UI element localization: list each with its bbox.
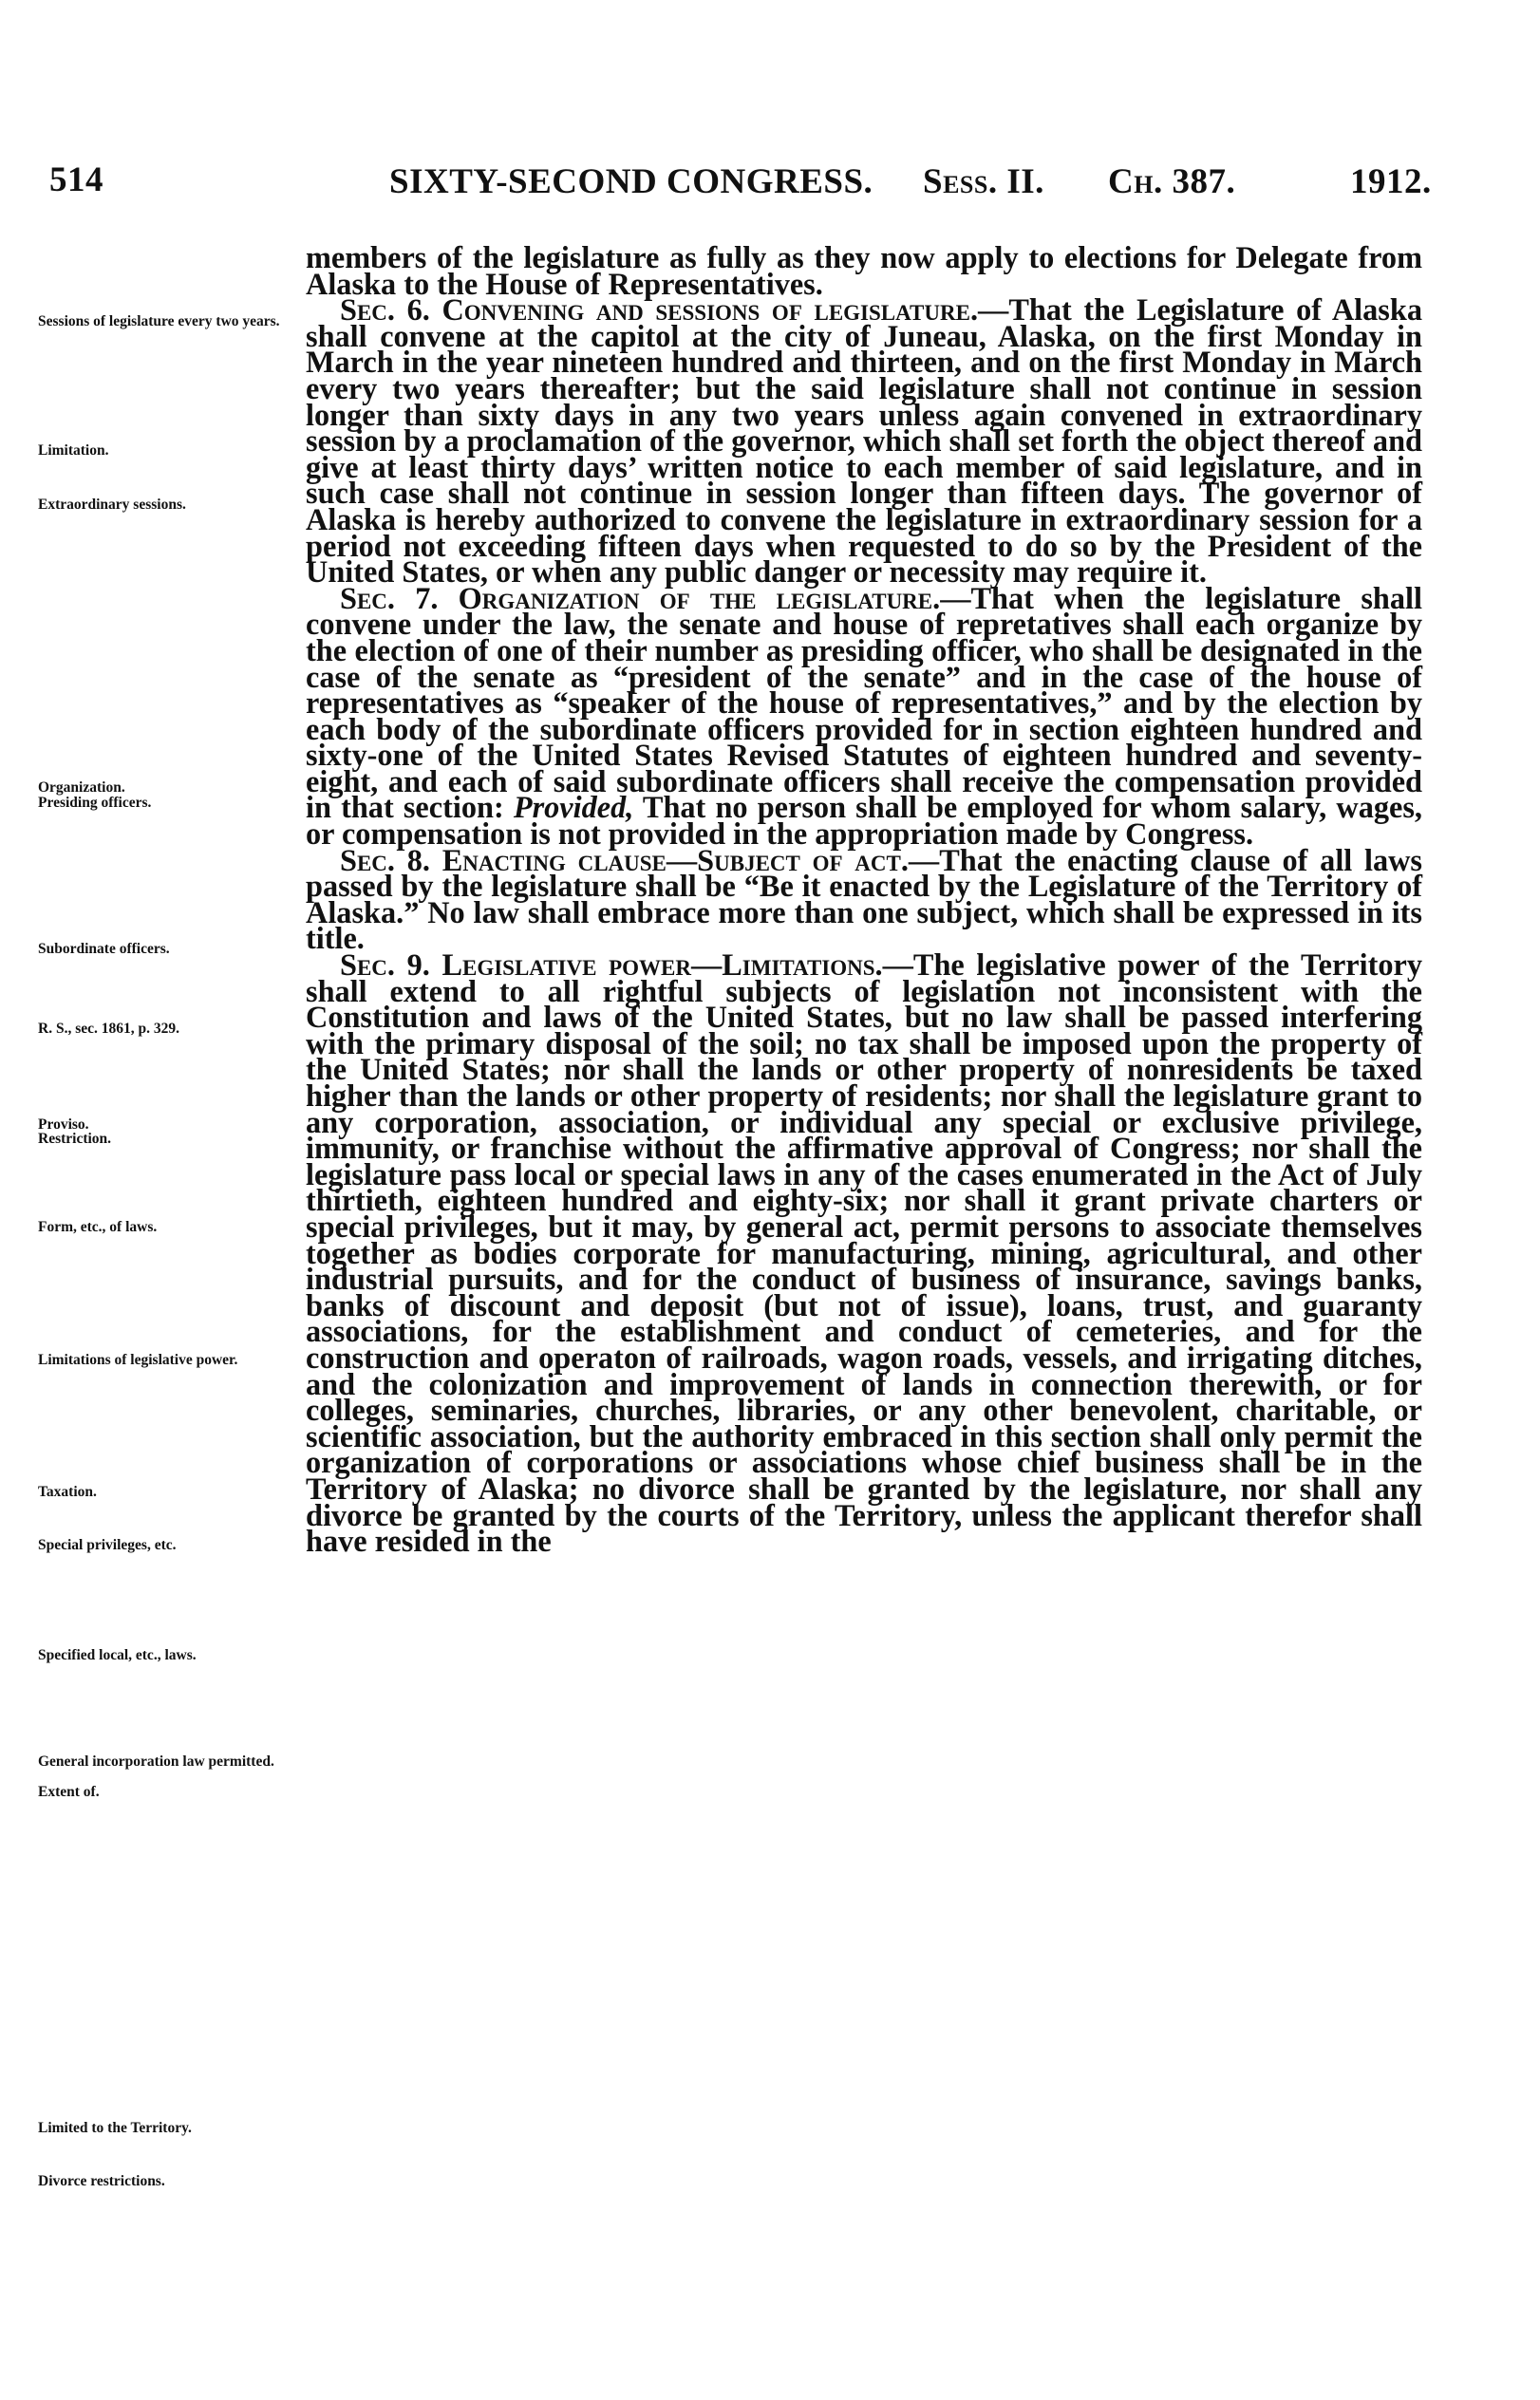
statute-body — [306, 240, 1423, 1559]
section-7-label: Sec. 7. — [340, 580, 439, 615]
header-title: SIXTY-SECOND CONGRESS. — [389, 162, 873, 201]
section-7-text-after: That no person shall be employed for whom salary, wages, or compensation is not provided in the appropriation made by Congress. — [306, 790, 1422, 852]
margin-note-subordinate-officers: Subordinate officers. — [38, 941, 170, 957]
margin-note-general-incorporation: General incorporation law permitted. — [38, 1753, 274, 1770]
margin-note-sessions: Sessions of legislature every two years. — [38, 313, 280, 329]
header-chapter: Ch. 387. — [1108, 162, 1236, 201]
section-9-label: Sec. 9. — [340, 947, 430, 983]
margin-note-limitation: Limitation. — [38, 442, 109, 459]
opening-paragraph: members of the legislature as fully as they now apply to elections for Delegate from Alaska to the House of Representatives. — [306, 240, 1422, 301]
margin-note-taxation: Taxation. — [38, 1484, 97, 1500]
margin-note-divorce: Divorce restrictions. — [38, 2173, 165, 2189]
section-7-text: —That when the legislature shall convene under the law, the senate and house of repretatives shall each organize by the election of one of their number as presiding officer, who shall be designated in the case of the senate as “president of the senate” and in the case of the house of representatives as “speaker of the house of representatives,” and by the election by each body of the subordinate officers provided for in section eighteen hundred and sixty-one of the United States Revised Statutes of eighteen hundred and seventy-eight, and each of said subordinate officers shall receive the compensation provided in that section: — [306, 580, 1422, 825]
margin-note-extent: Extent of. — [38, 1784, 100, 1800]
margin-note-presiding-officers: Presiding officers. — [38, 795, 152, 811]
section-6-text: —That the Legislature of Alaska shall convene at the capitol at the city of Juneau, Alaska, on the first Monday in March in the year nineteen hundred and thirteen, and on the first Monday in March every two years thereafter; but the said legislature shall not continue in session longer than sixty days in any two years unless again convened in extraordinary session by a proclamation of the governor, which shall set forth the object thereof and give at least thirty days’ written notice to each member of said legislature, and in such case shall not continue in session longer than fifteen days. The governor of Alaska is hereby authorized to convene the legislature in extraordinary session for a period not exceeding fifteen days when requested to do so by the President of the United States, or when any public danger or necessity may require it. — [306, 292, 1422, 590]
margin-note-extraordinary: Extraordinary sessions. — [38, 497, 186, 513]
section-8-text: —That the enacting clause of all laws passed by the legislature shall be “Be it enacted by the Legislature of the Territory of Alaska.” No law shall embrace more than one subject, which shall be expressed in its title. — [306, 842, 1423, 956]
section-8-label: Sec. 8. — [340, 842, 430, 877]
margin-note-restriction: Restriction. — [38, 1131, 112, 1147]
margin-note-organization: Organization. — [38, 779, 125, 796]
running-header — [49, 159, 1436, 216]
margin-note-revised-statutes: R. S., sec. 1861, p. 329. — [38, 1021, 179, 1037]
margin-note-form-of-laws: Form, etc., of laws. — [38, 1219, 158, 1235]
section-7-proviso: Provided, — [513, 790, 634, 825]
section-8 — [306, 842, 1423, 956]
page-number: 514 — [49, 160, 103, 199]
margin-note-proviso: Proviso. — [38, 1116, 89, 1133]
section-9 — [306, 947, 1422, 1559]
header-year: 1912. — [1350, 162, 1432, 201]
margin-note-legislative-power: Limitations of legislative power. — [38, 1352, 238, 1368]
section-6-label: Sec. 6. — [340, 292, 430, 328]
section-8-heading: Enacting clause—Subject of act. — [441, 842, 909, 877]
margin-note-limited-to-territory: Limited to the Territory. — [38, 2120, 192, 2136]
section-9-text: —The legislative power of the Territory shall extend to all rightful subjects of legislation not inconsistent with the Constitution and laws of the United States, but no law shall be passed interfering with the primary disposal of the soil; no tax shall be imposed upon the property of the United States; nor shall the lands or other property of nonresidents be taxed higher than the lands or other property of residents; nor shall the legislature grant to any corporation, association, or individual any special or exclusive privilege, immunity, or franchise without the affirmative approval of Congress; nor shall the legislature pass local or special laws in any of the cases enumerated in the Act of July thirtieth, eighteen hundred and eighty-six; nor shall it grant private charters or special privileges, but it may, by general act, permit persons to associate themselves together as bodies corporate for manufacturing, mining, agricultural, and other industrial pursuits, and for the conduct of business of insurance, savings banks, banks of discount and deposit (but not of issue), loans, trust, and guaranty associations, for the establishment and conduct of cemeteries, and for the construction and operaton of railroads, wagon roads, vessels, and irrigating ditches, and the colonization and improvement of lands in connection therewith, or for colleges, seminaries, churches, libraries, or any other benevolent, charitable, or scientific association, but the authority embraced in this section shall only permit the organization of corporations or associations whose chief business shall be in the Territory of Alaska; no divorce shall be granted by the legislature, nor shall any divorce be granted by the courts of the Territory, unless the applicant therefor shall have resided in the — [306, 947, 1422, 1559]
section-6-heading: Convening and sessions of legislature. — [441, 292, 979, 328]
margin-note-special-privileges: Special privileges, etc. — [38, 1537, 177, 1553]
header-session: Sess. II. — [923, 162, 1044, 201]
section-9-heading: Legislative power—Limitations. — [441, 947, 883, 983]
margin-note-specified-local-laws: Specified local, etc., laws. — [38, 1647, 197, 1663]
section-7 — [306, 580, 1422, 852]
section-7-heading: Organization of the legislature. — [458, 580, 941, 615]
section-6 — [306, 292, 1422, 590]
